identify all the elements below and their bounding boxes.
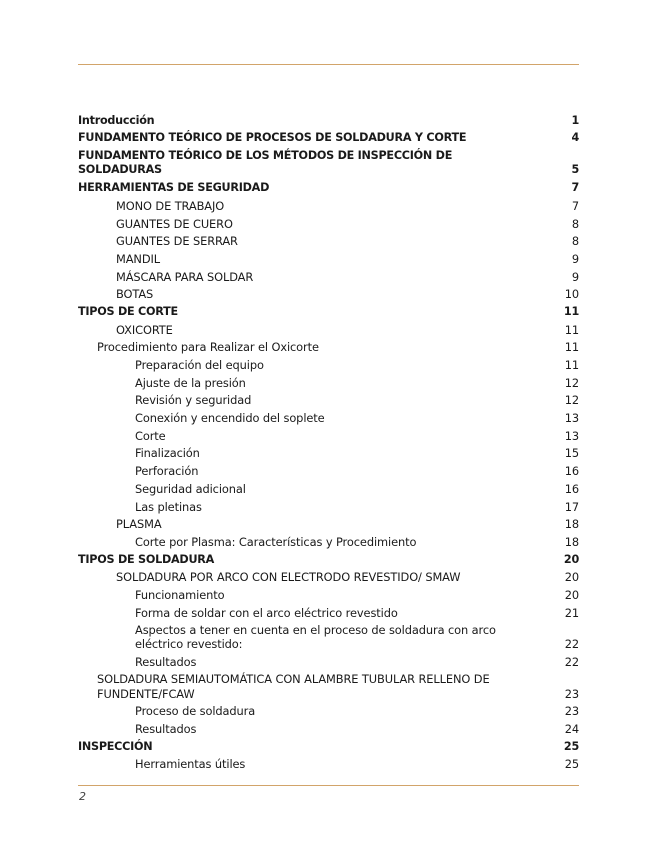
toc-entry[interactable] [78, 586, 579, 604]
toc-entry-page: 25 [563, 739, 579, 753]
toc-entry-page: 7 [571, 181, 579, 195]
footer-rule [78, 785, 579, 786]
toc-entry-page: 23 [564, 704, 579, 719]
toc-entry-title: FUNDAMENTO TEÓRICO DE PROCESOS DE SOLDADURA Y CORTE [78, 131, 467, 145]
toc-entry-title: GUANTES DE CUERO [116, 216, 233, 231]
toc-entry-title: Revisión y seguridad [135, 393, 252, 408]
toc-entry-title: Aspectos a tener en cuenta en el proceso de soldadura con arco eléctrico revestido: [135, 622, 496, 652]
table-of-contents [78, 112, 579, 773]
toc-entry-page: 20 [564, 570, 579, 585]
toc-entry[interactable] [78, 738, 579, 756]
toc-entry-title: MONO DE TRABAJO [116, 198, 225, 213]
toc-entry-page: 9 [571, 269, 579, 284]
toc-entry[interactable] [78, 756, 579, 774]
toc-entry-page: 11 [564, 340, 579, 355]
toc-entry-title: Resultados [135, 654, 197, 669]
toc-entry[interactable] [78, 569, 579, 587]
toc-entry[interactable] [78, 356, 579, 374]
toc-entry-title: TIPOS DE SOLDADURA [78, 552, 215, 566]
toc-entry[interactable] [78, 604, 579, 622]
toc-entry-title: Corte [135, 428, 166, 443]
toc-entry-title: Procedimiento para Realizar el Oxicorte [97, 340, 319, 355]
toc-entry[interactable] [78, 250, 579, 268]
toc-entry[interactable] [78, 339, 579, 357]
toc-entry-page: 8 [571, 234, 579, 249]
toc-entry-title: Resultados [135, 721, 197, 736]
toc-entry-page: 21 [564, 605, 579, 620]
header-rule [78, 64, 579, 65]
toc-entry-page: 18 [564, 517, 579, 532]
toc-entry[interactable] [78, 321, 579, 339]
toc-entry-title: SOLDADURA SEMIAUTOMÁTICA CON ALAMBRE TUBULAR RELLENO DE FUNDENTE/FCAW [97, 672, 490, 701]
toc-entry-page: 9 [571, 251, 579, 266]
toc-entry[interactable] [78, 480, 579, 498]
toc-entry-page: 17 [564, 499, 579, 514]
toc-entry-title: Corte por Plasma: Características y Procedimiento [135, 534, 417, 549]
toc-entry-page: 22 [564, 637, 579, 652]
toc-entry[interactable] [78, 622, 579, 654]
toc-entry-page: 13 [564, 428, 579, 443]
toc-entry[interactable] [78, 286, 579, 304]
toc-entry-page: 11 [564, 358, 579, 373]
toc-entry-page: 11 [563, 304, 579, 318]
toc-entry-page: 18 [564, 534, 579, 549]
toc-entry[interactable] [78, 427, 579, 445]
toc-entry[interactable] [78, 233, 579, 251]
toc-entry-page: 10 [564, 287, 579, 302]
toc-entry-title: Funcionamiento [135, 587, 225, 602]
toc-entry-title: Perforación [135, 464, 199, 479]
toc-entry-title: INSPECCIÓN [78, 739, 153, 753]
toc-entry-title: HERRAMIENTAS DE SEGURIDAD [78, 181, 270, 195]
toc-entry-page: 24 [564, 721, 579, 736]
toc-entry-title: Proceso de soldadura [135, 704, 256, 719]
toc-entry[interactable] [78, 551, 579, 569]
toc-entry[interactable] [78, 179, 579, 197]
toc-entry-title: Preparación del equipo [135, 358, 264, 373]
toc-entry-page: 20 [564, 587, 579, 602]
toc-entry[interactable] [78, 703, 579, 721]
toc-entry-page: 16 [564, 464, 579, 479]
toc-entry-title: Introducción [78, 113, 155, 127]
toc-entry-page: 25 [564, 757, 579, 772]
toc-entry-title: Conexión y encendido del soplete [135, 411, 325, 426]
toc-entry[interactable] [78, 462, 579, 480]
toc-entry-page: 13 [564, 411, 579, 426]
toc-entry[interactable] [78, 112, 579, 130]
toc-entry-page: 20 [563, 552, 579, 566]
toc-entry[interactable] [78, 533, 579, 551]
toc-entry[interactable] [78, 516, 579, 534]
toc-entry-title: MÁSCARA PARA SOLDAR [116, 269, 254, 284]
toc-entry-title: Seguridad adicional [135, 481, 246, 496]
toc-entry-title: GUANTES DE SERRAR [116, 234, 238, 249]
toc-entry-title: Herramientas útiles [135, 757, 246, 772]
toc-entry[interactable] [78, 147, 579, 179]
toc-entry[interactable] [78, 720, 579, 738]
toc-entry-title: FUNDAMENTO TEÓRICO DE LOS MÉTODOS DE INSPECCIÓN DE SOLDADURAS [78, 149, 453, 177]
toc-entry-page: 16 [564, 481, 579, 496]
toc-entry-page: 5 [571, 163, 579, 177]
toc-entry-page: 23 [564, 686, 579, 701]
toc-entry[interactable] [78, 215, 579, 233]
toc-entry[interactable] [78, 197, 579, 215]
toc-entry-title: Finalización [135, 446, 200, 461]
toc-entry-title: OXICORTE [116, 322, 173, 337]
toc-entry[interactable] [78, 392, 579, 410]
toc-entry-page: 11 [564, 322, 579, 337]
toc-entry-page: 1 [571, 113, 579, 127]
toc-entry-title: Las pletinas [135, 499, 202, 514]
toc-entry-page: 22 [564, 654, 579, 669]
toc-entry[interactable] [78, 409, 579, 427]
toc-entry[interactable] [78, 268, 579, 286]
toc-entry-title: SOLDADURA POR ARCO CON ELECTRODO REVESTIDO/ SMAW [116, 570, 461, 585]
toc-entry-title: PLASMA [116, 517, 162, 532]
toc-entry-title: MANDIL [116, 251, 161, 266]
toc-entry[interactable] [78, 653, 579, 671]
toc-entry-title: BOTAS [116, 287, 154, 302]
toc-entry-page: 4 [571, 131, 579, 145]
toc-entry-page: 7 [571, 198, 579, 213]
toc-entry[interactable] [78, 130, 579, 148]
toc-entry[interactable] [78, 445, 579, 463]
toc-entry-page: 12 [564, 393, 579, 408]
toc-entry-page: 15 [564, 446, 579, 461]
toc-entry-page: 12 [564, 375, 579, 390]
toc-entry-title: Ajuste de la presión [135, 375, 246, 390]
toc-entry[interactable] [78, 498, 579, 516]
toc-entry[interactable] [78, 303, 579, 321]
toc-entry[interactable] [78, 671, 579, 703]
toc-entry[interactable] [78, 374, 579, 392]
page-number: 2 [79, 790, 86, 803]
toc-entry-title: Forma de soldar con el arco eléctrico revestido [135, 605, 398, 620]
toc-entry-page: 8 [571, 216, 579, 231]
toc-entry-title: TIPOS DE CORTE [78, 304, 178, 318]
